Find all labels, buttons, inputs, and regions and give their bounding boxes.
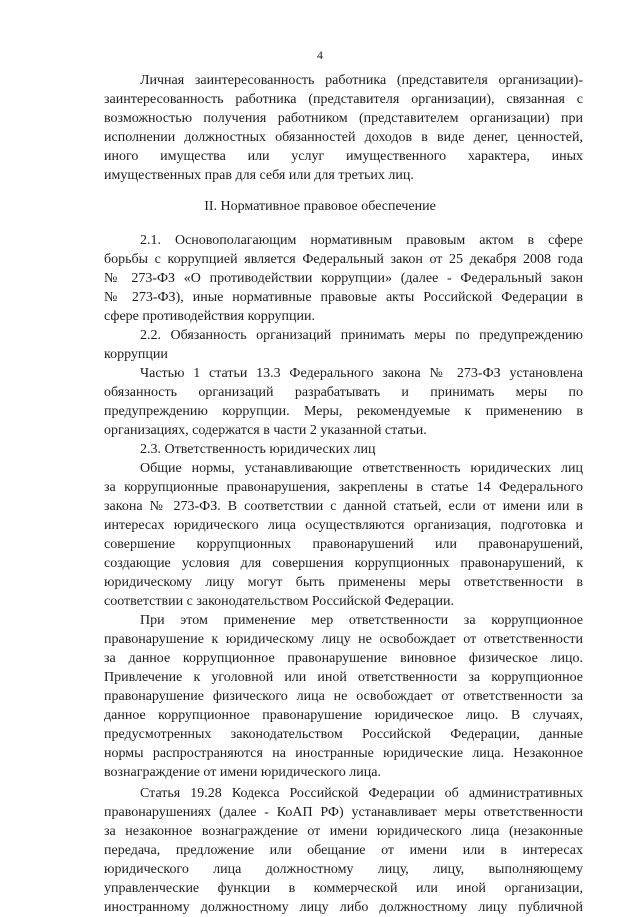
text-line: интересах юридического лица осуществляются организация, подготовка и [104,518,583,533]
text-line: исполнении должностных обязанностей доходов в виде денег, ценностей, [104,130,583,145]
text-line: за коррупционные правонарушения, закреплены в статье 14 Федерального [104,480,583,495]
text-line: 2.1. Основополагающим нормативным правовым актом в сфере [140,233,583,248]
text-line: вознаграждение от имени юридического лица. [104,765,381,780]
text-line: борьбы с коррупцией является Федеральный закон от 25 декабря 2008 года [104,252,583,267]
text-line: возможностью получения работником (представителем организации) при [104,111,583,126]
text-line: № 273-ФЗ «О противодействии коррупции» (далее - Федеральный закон [104,271,583,286]
text-line: за незаконное вознаграждение от имени юридического лица (незаконные [104,824,583,839]
text-line: предупреждению коррупции. Меры, рекомендуемые к применению в [104,404,583,419]
text-line: 2.3. Ответственность юридических лиц [140,442,376,457]
text-line: Частью 1 статьи 13.3 Федерального закона № 273-ФЗ установлена [140,366,583,381]
text-line: 2.2. Обязанность организаций принимать меры по предупреждению [140,328,583,343]
text-line: № 273-ФЗ), иные нормативные правовые акты Российской Федерации в [104,290,583,305]
text-line: Личная заинтересованность работника (представителя организации)- [140,73,583,88]
text-line: Привлечение к уголовной или иной ответственности за коррупционное [104,670,583,685]
text-line: имущественных прав для себя или для третьих лиц. [104,168,414,183]
text-line: управленческие функции в коммерческой или иной организации, [104,881,583,896]
text-line: нормы распространяются на иностранные юридические лица. Незаконное [104,746,583,761]
text-line: юридическому лицу могут быть применены меры ответственности в [104,575,583,590]
text-line: При этом применение мер ответственности за коррупционное [140,613,583,628]
section-heading: II. Нормативное правовое обеспечение [204,199,436,214]
text-line: коррупции [104,347,168,362]
text-line: правонарушениях (далее - КоАП РФ) устанавливает меры ответственности [104,805,583,820]
text-line: организациях, содержатся в части 2 указанной статьи. [104,423,427,438]
text-line: данное коррупционное правонарушение юридическое лицо. В случаях, [104,708,583,723]
text-line: Общие нормы, устанавливающие ответственность юридических лиц [140,461,583,476]
text-line: иного имущества или услуг имущественного характера, иных [104,149,583,164]
text-line: иностранному должностному лицу либо должностному лицу публичной [104,900,583,915]
text-line: совершение коррупционных правонарушений или правонарушений, [104,537,583,552]
page-number: 4 [317,48,323,62]
text-line: правонарушение физического лица не освобождает от ответственности за [104,689,583,704]
text-line: Статья 19.28 Кодекса Российской Федерации об административных [140,786,583,801]
text-line: правонарушение к юридическому лицу не освобождает от ответственности [104,632,583,647]
text-line: сфере противодействия коррупции. [104,309,315,324]
text-line: передача, предложение или обещание от имени или в интересах [104,843,583,858]
text-line: предусмотренных законодательством Российской Федерации, данные [104,727,583,742]
text-line: закона № 273-ФЗ. В соответствии с данной статьей, если от имени или в [104,499,583,514]
text-line: заинтересованность работника (представителя организации), связанная с [104,92,583,107]
text-line: соответствии с законодательством Российской Федерации. [104,594,454,609]
text-line: создающие условия для совершения коррупционных правонарушений, к [104,556,583,571]
text-line: обязанность организаций разрабатывать и принимать меры по [104,385,583,400]
text-line: за данное коррупционное правонарушение виновное физическое лицо. [104,651,583,666]
text-line: юридического лица должностному лицу, лицу, выполняющему [104,862,583,877]
